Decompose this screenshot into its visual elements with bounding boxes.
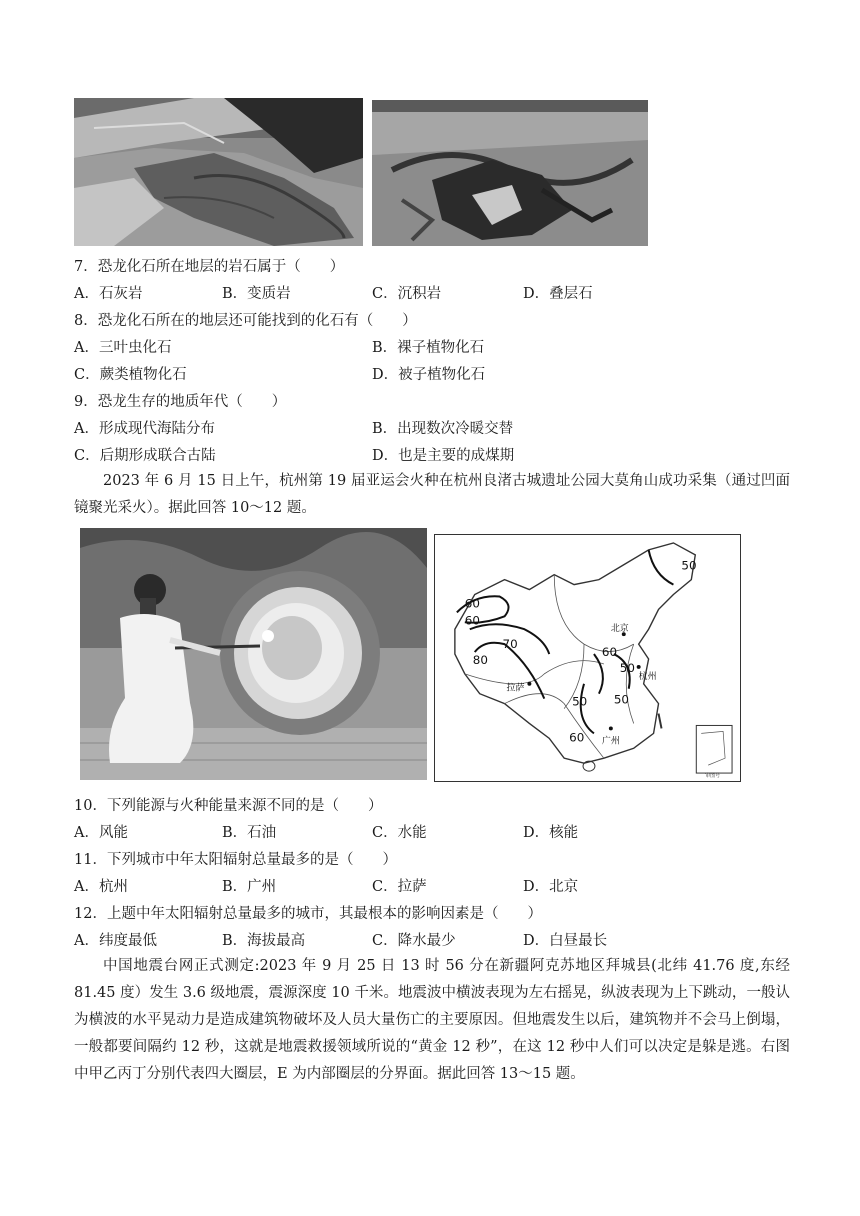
map-contour-50-east: 50	[619, 660, 635, 675]
question-7-option-d[interactable]: D．叠层石	[523, 286, 593, 302]
question-7-option-b[interactable]: B．变质岩	[222, 286, 291, 302]
intro-paragraph-10-12: 2023 年 6 月 15 日上午，杭州第 19 届亚运会火种在杭州良渚古城遗址公园大莫角山成功采集（通过凹面镜聚光采火）。据此回答 10～12 题。	[74, 473, 790, 516]
question-10-option-b[interactable]: B．石油	[222, 825, 277, 841]
question-11-option-a[interactable]: A．杭州	[74, 879, 128, 895]
question-9-option-c[interactable]: C．后期形成联合古陆	[74, 448, 216, 464]
map-approval-stamp: 审图号	[705, 773, 721, 780]
question-11-option-c[interactable]: C．拉萨	[372, 879, 427, 895]
question-8-option-b[interactable]: B．裸子植物化石	[372, 340, 485, 356]
question-10-option-c[interactable]: C．水能	[372, 825, 427, 841]
question-8-option-c[interactable]: C．蕨类植物化石	[74, 367, 187, 383]
dinosaur-fossil-photo-right	[372, 100, 648, 246]
map-contour-80: 80	[472, 652, 488, 667]
question-8-option-d[interactable]: D．被子植物化石	[372, 367, 486, 383]
question-11-option-b[interactable]: B．广州	[222, 879, 277, 895]
map-city-guangzhou: 广州	[601, 736, 620, 747]
question-9-option-d[interactable]: D．也是主要的成煤期	[372, 448, 515, 464]
question-12-option-b[interactable]: B．海拔最高	[222, 933, 306, 949]
map-city-lhasa: 拉萨	[506, 683, 525, 694]
question-10-stem: 10．下列能源与火种能量来源不同的是（ ）	[74, 798, 383, 814]
question-10-option-a[interactable]: A．风能	[74, 825, 128, 841]
question-9-option-a[interactable]: A．形成现代海陆分布	[74, 421, 215, 437]
map-contour-60-central: 60	[601, 645, 618, 660]
question-11-option-d[interactable]: D．北京	[523, 879, 579, 895]
intro-paragraph-13-15: 中国地震台网正式测定:2023 年 9 月 25 日 13 时 56 分在新疆阿克苏地区拜城县(北纬 41.76 度,东经 81.45 度）发生 3.6 级地震，震源深度 10 千米。地震波中横波表现为左右摇晃，纵波表现为上下跳动，一般认为横波的水平晃动力是造成建筑物破坏及人员大量伤亡的主要原因。但地震发生以后，建筑物并不会马上倒塌，一般都要间隔约 12 秒，这就是地震救援领域所说的“黄金 12 秒”，在这 12 秒中人们可以决定是躲是逃。右图中甲乙丙丁分别代表四大圈层，E 为内部圈层的分界面。据此回答 13～15 题。	[74, 958, 790, 1082]
question-12-option-d[interactable]: D．白昼最长	[523, 933, 608, 949]
torch-lighting-photo	[80, 528, 427, 780]
map-contour-60-south: 60	[569, 730, 585, 745]
map-contour-50-northeast: 50	[681, 558, 697, 573]
question-7-stem: 7．恐龙化石所在地层的岩石属于（ ）	[74, 259, 345, 275]
question-12-option-a[interactable]: A．纬度最低	[74, 933, 157, 949]
dinosaur-fossil-photo-left	[74, 98, 363, 246]
china-solar-radiation-map	[434, 534, 741, 782]
map-contour-60-west: 60	[464, 613, 480, 628]
question-7-option-a[interactable]: A．石灰岩	[74, 286, 143, 302]
question-7-option-c[interactable]: C．沉积岩	[372, 286, 442, 302]
map-city-beijing: 北京	[610, 624, 629, 635]
map-contour-50-south: 50	[613, 692, 629, 707]
question-9-option-b[interactable]: B．出现数次冷暖交替	[372, 421, 514, 437]
map-contour-60-north: 60	[464, 596, 480, 611]
question-12-option-c[interactable]: C．降水最少	[372, 933, 456, 949]
question-8-option-a[interactable]: A．三叶虫化石	[74, 340, 172, 356]
map-city-hangzhou: 杭州	[638, 671, 657, 682]
map-contour-70: 70	[502, 637, 518, 652]
question-8-stem: 8．恐龙化石所在的地层还可能找到的化石有（ ）	[74, 313, 417, 329]
question-10-option-d[interactable]: D．核能	[523, 825, 579, 841]
map-contour-50-southwest: 50	[572, 694, 588, 709]
question-12-stem: 12．上题中年太阳辐射总量最多的城市，其最根本的影响因素是（ ）	[74, 906, 542, 922]
question-9-stem: 9．恐龙生存的地质年代（ ）	[74, 394, 287, 410]
question-11-stem: 11．下列城市中年太阳辐射总量最多的是（ ）	[74, 852, 397, 868]
